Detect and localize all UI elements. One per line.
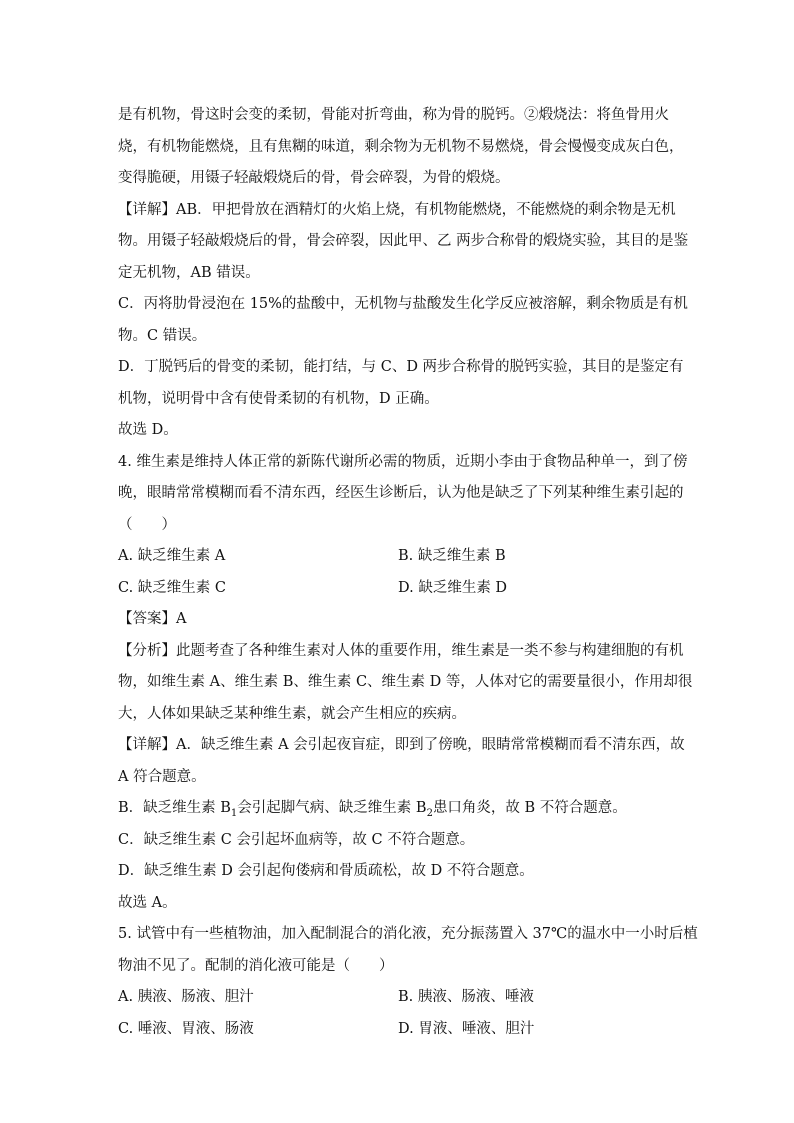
text-line: 是有机物，骨这时会变的柔韧，骨能对折弯曲，称为骨的脱钙。②煅烧法：将鱼骨用火 <box>118 107 669 123</box>
subscript: 1 <box>230 807 238 819</box>
option-c: C. 唾液、胃液、肠液 <box>118 1020 254 1037</box>
question-5-options-row <box>118 1014 678 1046</box>
question-4-options-row <box>118 541 678 573</box>
text-line: C．丙将肋骨浸泡在 15%的盐酸中，无机物与盐酸发生化学反应被溶解，剩余物质是有机 <box>118 296 688 312</box>
question-5-stem: 物油不见了。配制的消化液可能是（ ） <box>118 957 394 974</box>
text-line: 物。C 错误。 <box>118 327 207 344</box>
option-d: D. 缺乏维生素 D <box>398 579 508 596</box>
text-line: 【详解】AB．甲把骨放在酒精灯的火焰上烧，有机物能燃烧，不能燃烧的剩余物是无机 <box>118 201 676 218</box>
option-a: A. 缺乏维生素 A <box>118 548 226 564</box>
question-4-stem: 4. 维生素是维持人体正常的新陈代谢所必需的物质，近期小李由于食物品种单一，到了傍 <box>118 453 688 470</box>
text-line: 烧，有机物能燃烧，且有焦糊的味道，剩余物为无机物不易燃烧，骨会慢慢变成灰白色， <box>118 138 684 155</box>
question-4-options-row <box>118 573 678 605</box>
text-line: 故选 A。 <box>118 894 177 911</box>
text-line: C．缺乏维生素 C 会引起坏血病等，故 C 不符合题意。 <box>118 831 475 848</box>
answer-line: 【答案】A <box>118 611 187 627</box>
question-4-blank: （ ） <box>118 516 176 533</box>
question-5-options-row <box>118 982 678 1014</box>
option-b: B. 胰液、肠液、唾液 <box>398 989 534 1005</box>
text-line: 变得脆硬，用镊子轻敲煅烧后的骨，骨会碎裂，为骨的煅烧。 <box>118 170 510 186</box>
text-line: 机物，说明骨中含有使骨柔韧的有机物，D 正确。 <box>118 390 439 407</box>
option-c: C. 缺乏维生素 C <box>118 579 226 596</box>
question-4-stem: 晚，眼睛常常模糊而看不清东西，经医生诊断后，认为他是缺乏了下列某种维生素引起的 <box>118 485 684 501</box>
text-line: 【详解】A．缺乏维生素 A 会引起夜盲症，即到了傍晚，眼睛常常模糊而看不清东西，故 <box>118 737 685 753</box>
text-line: D．丁脱钙后的骨变的柔韧，能打结，与 C、D 两步合称骨的脱钙实验，其目的是鉴定有 <box>118 359 684 375</box>
document-content <box>118 100 698 1045</box>
text-segment: B．缺乏维生素 B <box>118 800 231 816</box>
text-line: 物，如维生素 A、维生素 B、维生素 C、维生素 D 等，人体对它的需要量很小，作用却很 <box>118 674 693 690</box>
text-segment: 患口角炎，故 B 不符合题意。 <box>432 800 627 816</box>
text-line: 【分析】此题考查了各种维生素对人体的重要作用，维生素是一类不参与构建细胞的有机 <box>118 642 684 659</box>
text-line: 物。用镊子轻敲煅烧后的骨，骨会碎裂，因此甲、乙 两步合称骨的煅烧实验，其目的是鉴 <box>118 233 689 249</box>
text-line: 大，人体如果缺乏某种维生素，就会产生相应的疾病。 <box>118 705 466 722</box>
text-segment: 会引起脚气病、缺乏维生素 B <box>237 800 427 816</box>
text-line: 定无机物，AB 错误。 <box>118 264 260 281</box>
option-a: A. 胰液、肠液、胆汁 <box>118 989 254 1005</box>
subscript: 2 <box>426 807 433 819</box>
option-b: B. 缺乏维生素 B <box>398 548 506 564</box>
text-line: 故选 D。 <box>118 422 178 438</box>
text-line: A 符合题意。 <box>118 768 206 785</box>
option-d: D. 胃液、唾液、胆汁 <box>398 1020 535 1037</box>
question-5-stem: 5. 试管中有一些植物油，加入配制混合的消化液，充分振荡置入 37℃的温水中一小时后植 <box>118 926 698 942</box>
text-line: D．缺乏维生素 D 会引起佝偻病和骨质疏松，故 D 不符合题意。 <box>118 863 534 879</box>
text-line-b-vitamins <box>118 793 678 825</box>
